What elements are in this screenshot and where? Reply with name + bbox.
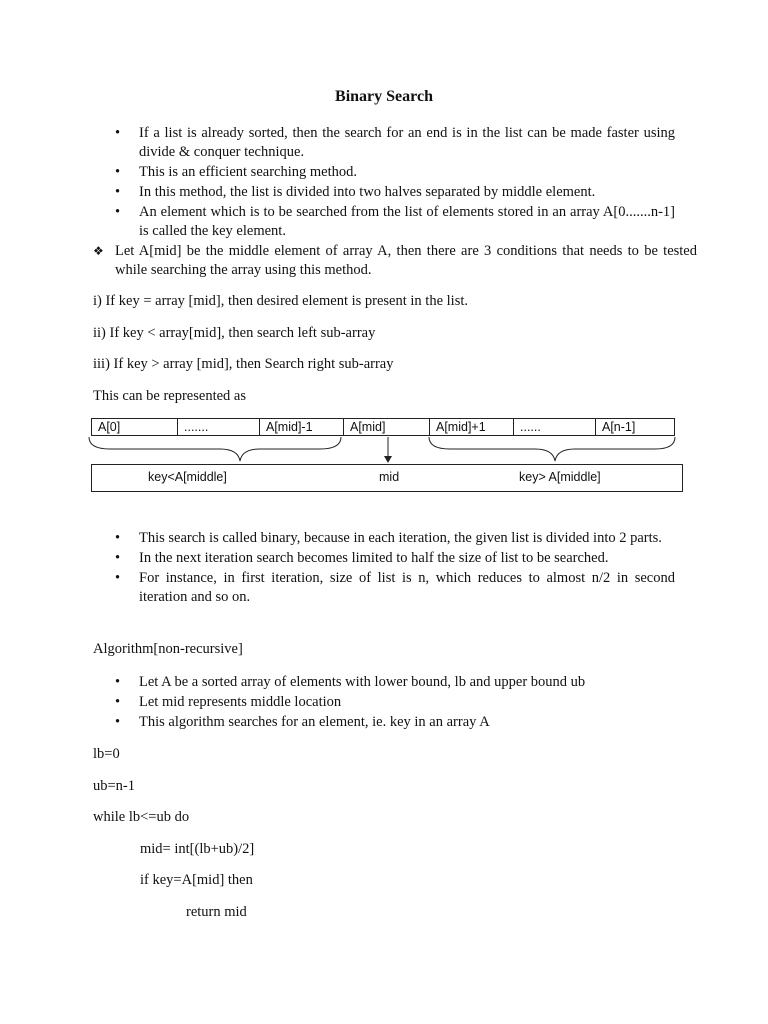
left-brace-icon	[89, 437, 341, 461]
code-line-ub: ub=n-1	[93, 778, 136, 794]
diamond-bullet-text: Let A[mid] be the middle element of array A, then there are 3 conditions that needs to be tested while searching the array using this method.	[115, 243, 697, 278]
list-item: • Let mid represents middle location	[93, 693, 675, 712]
code-line-return: return mid	[186, 904, 247, 920]
code-line-if: if key=A[mid] then	[140, 872, 253, 888]
right-label: key> A[middle]	[519, 470, 601, 484]
right-brace-icon	[429, 437, 675, 461]
list-item: • Let A be a sorted array of elements with lower bound, lb and upper bound ub	[93, 673, 675, 692]
array-cell: A[0]	[92, 419, 178, 435]
list-item: • In this method, the list is divided into two halves separated by middle element.	[93, 183, 675, 202]
left-label: key<A[middle]	[148, 470, 227, 484]
list-item: • This search is called binary, because in each iteration, the given list is divided into 2 parts.	[93, 529, 675, 548]
condition-3: iii) If key > array [mid], then Search right sub-array	[93, 356, 394, 372]
array-cell: A[mid]-1	[260, 419, 344, 435]
array-cell: A[mid]	[344, 419, 430, 435]
list-item: • For instance, in first iteration, size of list is n, which reduces to almost n/2 in second iteration and so on.	[93, 569, 675, 607]
condition-2: ii) If key < array[mid], then search left sub-array	[93, 325, 376, 341]
list-item: • This algorithm searches for an element, ie. key in an array A	[93, 713, 675, 732]
mid-arrow-icon	[384, 456, 392, 463]
list-item: • In the next iteration search becomes limited to half the size of list to be searched.	[93, 549, 675, 568]
array-cell: A[n-1]	[602, 420, 636, 434]
code-line-while: while lb<=ub do	[93, 809, 190, 825]
list-item: • This is an efficient searching method.	[93, 163, 675, 182]
list-item: • An element which is to be searched from the list of elements stored in an array A[0.......n-1] is called the key element.	[93, 203, 675, 241]
list-item: • If a list is already sorted, then the search for an end is in the list can be made faster using divide & conquer technique.	[93, 124, 675, 162]
diagram-label-box	[91, 464, 683, 492]
mid-label: mid	[379, 470, 400, 484]
array-cell: ......	[514, 419, 596, 435]
diamond-bullet-icon: ❖	[93, 244, 104, 258]
algorithm-bullet-list	[93, 673, 675, 733]
represented-as-text: This can be represented as	[93, 388, 246, 404]
page-title: Binary Search	[335, 88, 433, 105]
array-cell: A[mid]+1	[430, 419, 514, 435]
binary-bullet-list	[93, 529, 675, 608]
condition-1: i) If key = array [mid], then desired element is present in the list.	[93, 293, 468, 309]
array-cell: .......	[178, 419, 260, 435]
code-line-mid: mid= int[(lb+ub)/2]	[140, 841, 255, 857]
algorithm-heading: Algorithm[non-recursive]	[93, 641, 243, 657]
code-line-lb: lb=0	[93, 746, 120, 762]
